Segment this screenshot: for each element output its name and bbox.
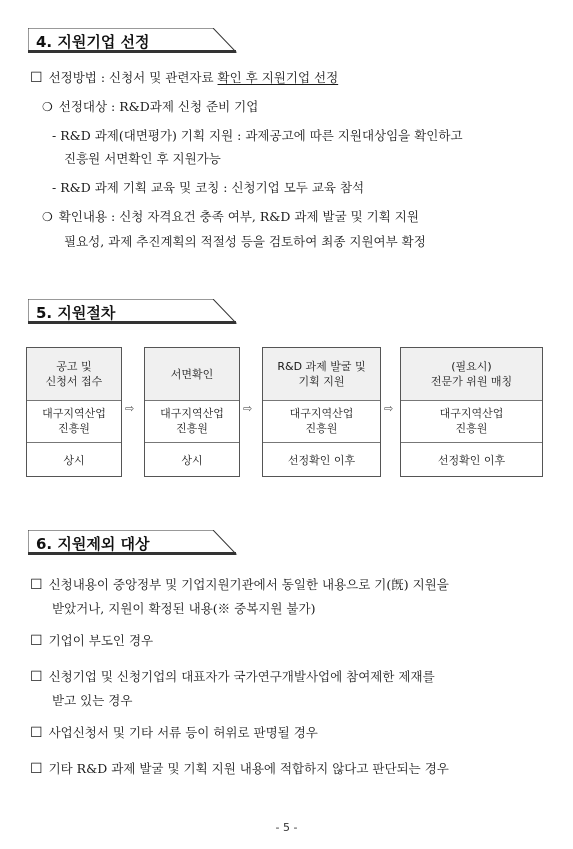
method-line: ☐ 선정방법 : 신청서 및 관련자료 확인 후 지원기업 선정 <box>30 70 339 86</box>
dash-item-2: - R&D 과제 기획 교육 및 코칭 : 신청기업 모두 교육 참석 <box>52 180 365 195</box>
checkbox-bullet-icon: ☐ <box>30 761 43 777</box>
circle-bullet-icon: ❍ <box>42 210 53 224</box>
flow-arrow-icon: ⇨ <box>243 402 253 415</box>
dash-item-1: - R&D 과제(대면평가) 기획 지원 : 과제공고에 따른 지원대상임을 확인하고 <box>52 128 463 143</box>
checkbox-bullet-icon: ☐ <box>30 669 43 685</box>
section-6-title: 6. 지원제외 대상 <box>28 530 233 554</box>
flow-step-2: 서면확인 대구지역산업 진흥원 상시 <box>144 347 240 477</box>
target-line: ❍ 선정대상 : R&D과제 신청 준비 기업 <box>42 99 259 114</box>
flow-arrow-icon: ⇨ <box>384 402 394 415</box>
checkbox-bullet-icon: ☐ <box>30 725 43 741</box>
flow-arrow-icon: ⇨ <box>125 402 135 415</box>
exclusion-item-3: ☐ 신청기업 및 신청기업의 대표자가 국가연구개발사업에 참여제한 제재를 <box>30 669 435 685</box>
checkbox-bullet-icon: ☐ <box>30 577 43 593</box>
exclusion-item-2: ☐ 기업이 부도인 경우 <box>30 633 154 649</box>
flow-step-4: (필요시) 전문가 위원 매칭 대구지역산업 진흥원 선정확인 이후 <box>400 347 543 477</box>
flow-step-3: R&D 과제 발굴 및 기획 지원 대구지역산업 진흥원 선정확인 이후 <box>262 347 381 477</box>
section-4-title: 4. 지원기업 선정 <box>28 28 233 52</box>
section-5-title: 5. 지원절차 <box>28 299 233 323</box>
circle-bullet-icon: ❍ <box>42 100 53 114</box>
check-line-cont: 필요성, 과제 추진계획의 적절성 등을 검토하여 최종 지원여부 확정 <box>64 234 426 249</box>
exclusion-item-1-cont: 받았거나, 지원이 확정된 내용(※ 중복지원 불가) <box>52 601 316 616</box>
exclusion-item-5: ☐ 기타 R&D 과제 발굴 및 기획 지원 내용에 적합하지 않다고 판단되는 경우 <box>30 761 449 777</box>
flow-step-1: 공고 및 신청서 접수 대구지역산업 진흥원 상시 <box>26 347 122 477</box>
exclusion-item-1: ☐ 신청내용이 중앙정부 및 기업지원기관에서 동일한 내용으로 기(旣) 지원을 <box>30 577 449 593</box>
check-line: ❍ 확인내용 : 신청 자격요건 충족 여부, R&D 과제 발굴 및 기획 지원 <box>42 209 419 224</box>
checkbox-bullet-icon: ☐ <box>30 633 43 649</box>
exclusion-item-3-cont: 받고 있는 경우 <box>52 693 133 708</box>
checkbox-bullet-icon: ☐ <box>30 70 43 86</box>
dash-item-1-cont: 진흥원 서면확인 후 지원가능 <box>64 151 221 166</box>
exclusion-item-4: ☐ 사업신청서 및 기타 서류 등이 허위로 판명될 경우 <box>30 725 318 741</box>
page-number: - 5 - <box>275 821 298 834</box>
